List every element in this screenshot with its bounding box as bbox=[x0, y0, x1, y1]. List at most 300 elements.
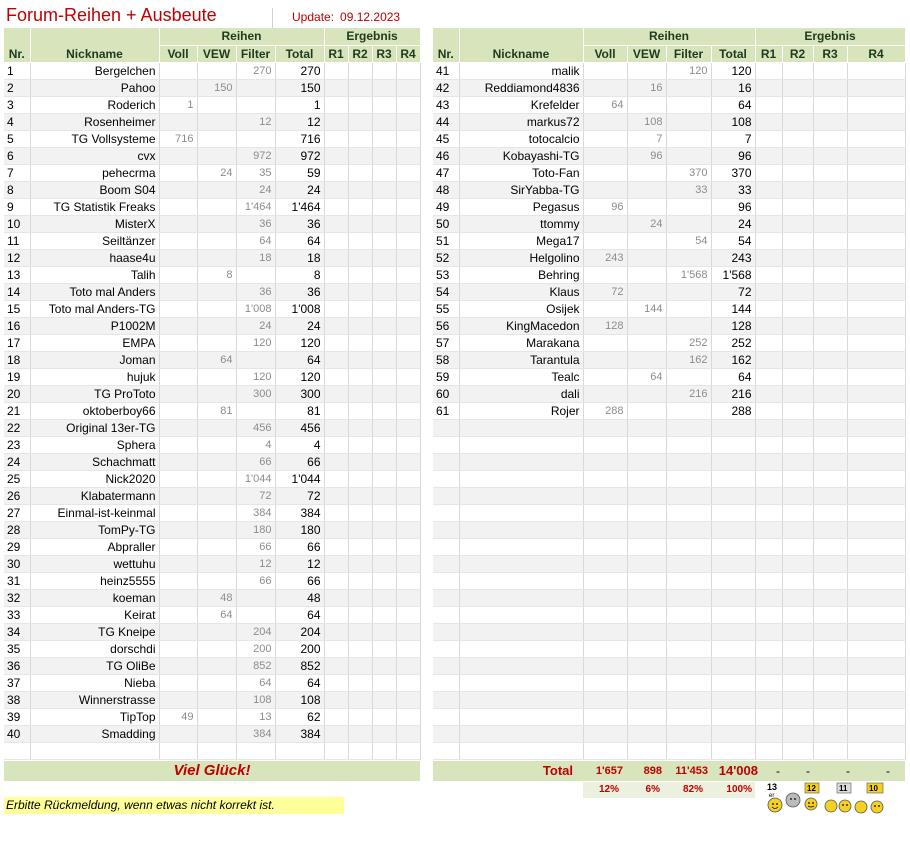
row-r1 bbox=[324, 640, 348, 657]
row-vew bbox=[197, 96, 236, 113]
row-voll bbox=[159, 606, 197, 623]
row-r2 bbox=[782, 181, 813, 198]
row-r1 bbox=[324, 691, 348, 708]
row-voll bbox=[159, 283, 197, 300]
row-filter bbox=[666, 725, 711, 742]
table-row bbox=[4, 470, 420, 487]
row-nickname: TG OliBe bbox=[30, 657, 159, 674]
row-r4 bbox=[396, 504, 420, 521]
row-voll bbox=[159, 742, 197, 759]
row-nr: 53 bbox=[433, 266, 459, 283]
row-vew bbox=[197, 470, 236, 487]
table-row bbox=[4, 249, 420, 266]
row-nr: 60 bbox=[433, 385, 459, 402]
row-r1 bbox=[324, 674, 348, 691]
row-r2 bbox=[348, 385, 372, 402]
row-voll bbox=[159, 657, 197, 674]
row-nr: 45 bbox=[433, 130, 459, 147]
row-r1 bbox=[324, 62, 348, 79]
row-nickname: malik bbox=[459, 62, 583, 79]
row-filter bbox=[666, 674, 711, 691]
row-nr: 7 bbox=[4, 164, 30, 181]
row-r1 bbox=[324, 742, 348, 759]
row-total: 72 bbox=[275, 487, 324, 504]
row-r1 bbox=[755, 283, 782, 300]
row-r3 bbox=[813, 215, 847, 232]
row-total: 1'044 bbox=[275, 470, 324, 487]
row-voll: 64 bbox=[583, 96, 627, 113]
table-row bbox=[433, 538, 905, 555]
row-voll bbox=[159, 572, 197, 589]
table-row bbox=[433, 62, 905, 79]
row-filter: 4 bbox=[236, 436, 275, 453]
row-vew bbox=[197, 317, 236, 334]
row-nickname: Original 13er-TG bbox=[30, 419, 159, 436]
row-filter bbox=[666, 742, 711, 759]
row-r1 bbox=[755, 555, 782, 572]
row-r3 bbox=[813, 725, 847, 742]
row-nickname: Tealc bbox=[459, 368, 583, 385]
table-row bbox=[433, 232, 905, 249]
row-r1 bbox=[755, 113, 782, 130]
row-r1 bbox=[755, 232, 782, 249]
row-nr: 26 bbox=[4, 487, 30, 504]
row-r4 bbox=[847, 674, 905, 691]
update-info bbox=[292, 10, 400, 24]
table-row bbox=[433, 266, 905, 283]
row-nr: 31 bbox=[4, 572, 30, 589]
row-nr: 50 bbox=[433, 215, 459, 232]
table-row bbox=[4, 96, 420, 113]
table-row bbox=[433, 470, 905, 487]
row-voll bbox=[583, 674, 627, 691]
row-r3 bbox=[372, 640, 396, 657]
row-nr bbox=[4, 742, 30, 759]
row-nickname: Kobayashi-TG bbox=[459, 147, 583, 164]
row-total bbox=[711, 742, 755, 759]
row-r2 bbox=[348, 623, 372, 640]
row-r2 bbox=[348, 657, 372, 674]
row-nr bbox=[433, 623, 459, 640]
table-row bbox=[4, 606, 420, 623]
row-r1 bbox=[324, 708, 348, 725]
row-filter: 64 bbox=[236, 232, 275, 249]
row-r1 bbox=[324, 79, 348, 96]
row-vew bbox=[197, 555, 236, 572]
row-filter: 1'568 bbox=[666, 266, 711, 283]
row-nickname: TG ProToto bbox=[30, 385, 159, 402]
row-nickname: Klabatermann bbox=[30, 487, 159, 504]
row-voll bbox=[583, 725, 627, 742]
row-r3 bbox=[813, 351, 847, 368]
row-nickname: hujuk bbox=[30, 368, 159, 385]
row-r2 bbox=[782, 62, 813, 79]
row-total bbox=[711, 504, 755, 521]
row-total: 66 bbox=[275, 572, 324, 589]
row-voll bbox=[583, 470, 627, 487]
row-vew bbox=[627, 623, 666, 640]
row-r1 bbox=[324, 725, 348, 742]
row-r4 bbox=[396, 657, 420, 674]
row-r3 bbox=[813, 317, 847, 334]
row-voll bbox=[159, 300, 197, 317]
row-nickname: heinz5555 bbox=[30, 572, 159, 589]
row-total: 216 bbox=[711, 385, 755, 402]
group-header-ergebnis: Ergebnis bbox=[324, 28, 420, 45]
row-nr: 20 bbox=[4, 385, 30, 402]
row-r4 bbox=[847, 130, 905, 147]
row-r4 bbox=[847, 181, 905, 198]
row-r3 bbox=[372, 623, 396, 640]
row-voll bbox=[583, 623, 627, 640]
row-total: 384 bbox=[275, 504, 324, 521]
row-nickname bbox=[459, 589, 583, 606]
row-voll: 72 bbox=[583, 283, 627, 300]
row-r1 bbox=[324, 351, 348, 368]
row-filter: 384 bbox=[236, 504, 275, 521]
row-vew bbox=[197, 215, 236, 232]
row-voll: 243 bbox=[583, 249, 627, 266]
table-row bbox=[4, 334, 420, 351]
row-nickname: Marakana bbox=[459, 334, 583, 351]
row-r1 bbox=[755, 317, 782, 334]
row-total: 370 bbox=[711, 164, 755, 181]
row-voll bbox=[583, 589, 627, 606]
row-r2 bbox=[782, 504, 813, 521]
row-vew bbox=[627, 62, 666, 79]
table-row bbox=[433, 572, 905, 589]
row-r4 bbox=[396, 691, 420, 708]
row-vew bbox=[627, 317, 666, 334]
row-r1 bbox=[755, 385, 782, 402]
table-row bbox=[4, 215, 420, 232]
row-filter: 54 bbox=[666, 232, 711, 249]
col-header-total: Total bbox=[711, 45, 755, 62]
row-nickname bbox=[459, 572, 583, 589]
row-r2 bbox=[348, 725, 372, 742]
table-row bbox=[433, 589, 905, 606]
row-r4 bbox=[847, 487, 905, 504]
row-nickname: markus72 bbox=[459, 113, 583, 130]
row-nickname bbox=[459, 436, 583, 453]
row-r3 bbox=[813, 657, 847, 674]
row-filter bbox=[666, 317, 711, 334]
row-r2 bbox=[348, 249, 372, 266]
row-nr bbox=[433, 504, 459, 521]
row-r2 bbox=[348, 691, 372, 708]
row-vew bbox=[197, 487, 236, 504]
row-r3 bbox=[372, 232, 396, 249]
table-row bbox=[433, 487, 905, 504]
row-r1 bbox=[324, 623, 348, 640]
row-r1 bbox=[755, 96, 782, 113]
row-nr: 21 bbox=[4, 402, 30, 419]
title-divider bbox=[272, 8, 273, 28]
row-total: 59 bbox=[275, 164, 324, 181]
row-r3 bbox=[372, 164, 396, 181]
row-total: 300 bbox=[275, 385, 324, 402]
col-header-nr: Nr. bbox=[433, 28, 459, 62]
row-voll bbox=[583, 742, 627, 759]
row-r1 bbox=[324, 96, 348, 113]
sum-r2: - bbox=[806, 764, 810, 778]
row-r4 bbox=[847, 521, 905, 538]
row-voll bbox=[583, 79, 627, 96]
row-nickname bbox=[459, 470, 583, 487]
row-r4 bbox=[396, 436, 420, 453]
row-total: 66 bbox=[275, 538, 324, 555]
row-nr bbox=[433, 521, 459, 538]
row-voll bbox=[583, 62, 627, 79]
row-r3 bbox=[813, 300, 847, 317]
row-r2 bbox=[348, 198, 372, 215]
row-r2 bbox=[782, 436, 813, 453]
row-r3 bbox=[813, 113, 847, 130]
row-r4 bbox=[396, 385, 420, 402]
row-r3 bbox=[372, 283, 396, 300]
table-row bbox=[433, 436, 905, 453]
row-total bbox=[711, 674, 755, 691]
table-row bbox=[433, 708, 905, 725]
row-filter bbox=[666, 130, 711, 147]
row-r2 bbox=[348, 368, 372, 385]
col-header-voll: Voll bbox=[583, 45, 627, 62]
row-nickname: totocalcio bbox=[459, 130, 583, 147]
row-nickname: koeman bbox=[30, 589, 159, 606]
row-filter: 72 bbox=[236, 487, 275, 504]
row-total: 64 bbox=[275, 606, 324, 623]
row-nickname: ttommy bbox=[459, 215, 583, 232]
row-nickname: Osijek bbox=[459, 300, 583, 317]
row-vew bbox=[197, 300, 236, 317]
row-filter bbox=[666, 368, 711, 385]
row-filter: 370 bbox=[666, 164, 711, 181]
row-nickname bbox=[30, 742, 159, 759]
row-r2 bbox=[782, 419, 813, 436]
row-r3 bbox=[813, 691, 847, 708]
row-vew: 144 bbox=[627, 300, 666, 317]
row-vew bbox=[627, 96, 666, 113]
table-row bbox=[433, 147, 905, 164]
row-total: 120 bbox=[275, 334, 324, 351]
row-r2 bbox=[348, 79, 372, 96]
row-nickname: Seiltänzer bbox=[30, 232, 159, 249]
row-r3 bbox=[813, 232, 847, 249]
row-r4 bbox=[396, 266, 420, 283]
row-vew bbox=[627, 691, 666, 708]
row-total bbox=[711, 623, 755, 640]
row-total bbox=[711, 555, 755, 572]
row-vew bbox=[197, 691, 236, 708]
row-total: 144 bbox=[711, 300, 755, 317]
page-title: Forum-Reihen + Ausbeute bbox=[6, 5, 217, 25]
row-nickname: pehecrma bbox=[30, 164, 159, 181]
table-row bbox=[4, 147, 420, 164]
row-r4 bbox=[396, 572, 420, 589]
row-r2 bbox=[782, 79, 813, 96]
table-body-right bbox=[433, 62, 905, 759]
row-nr: 18 bbox=[4, 351, 30, 368]
row-total: 54 bbox=[711, 232, 755, 249]
row-vew bbox=[197, 419, 236, 436]
row-nickname: Joman bbox=[30, 351, 159, 368]
row-r3 bbox=[372, 317, 396, 334]
col-header-filter: Filter bbox=[666, 45, 711, 62]
col-header-total: Total bbox=[275, 45, 324, 62]
row-nr: 9 bbox=[4, 198, 30, 215]
row-r1 bbox=[755, 521, 782, 538]
row-r2 bbox=[348, 453, 372, 470]
row-vew bbox=[627, 742, 666, 759]
row-r2 bbox=[348, 470, 372, 487]
table-row bbox=[4, 368, 420, 385]
table-row bbox=[4, 402, 420, 419]
row-vew: 81 bbox=[197, 402, 236, 419]
row-vew: 48 bbox=[197, 589, 236, 606]
row-vew: 7 bbox=[627, 130, 666, 147]
row-total: 66 bbox=[275, 453, 324, 470]
row-nickname bbox=[459, 538, 583, 555]
row-r3 bbox=[372, 742, 396, 759]
row-total bbox=[711, 419, 755, 436]
table-row bbox=[4, 419, 420, 436]
row-filter bbox=[666, 657, 711, 674]
row-r2 bbox=[782, 623, 813, 640]
row-nr bbox=[433, 674, 459, 691]
row-nr: 15 bbox=[4, 300, 30, 317]
row-r1 bbox=[324, 215, 348, 232]
row-voll: 96 bbox=[583, 198, 627, 215]
row-filter bbox=[236, 351, 275, 368]
row-nickname: Winnerstrasse bbox=[30, 691, 159, 708]
row-r4 bbox=[847, 79, 905, 96]
row-filter: 66 bbox=[236, 572, 275, 589]
row-voll bbox=[583, 640, 627, 657]
row-r4 bbox=[847, 555, 905, 572]
row-r1 bbox=[324, 181, 348, 198]
row-r4 bbox=[396, 113, 420, 130]
row-voll bbox=[159, 402, 197, 419]
row-vew bbox=[627, 589, 666, 606]
row-r2 bbox=[348, 113, 372, 130]
row-r3 bbox=[813, 504, 847, 521]
row-total: 62 bbox=[275, 708, 324, 725]
row-voll bbox=[583, 606, 627, 623]
row-r2 bbox=[782, 487, 813, 504]
row-r3 bbox=[372, 504, 396, 521]
row-r1 bbox=[755, 300, 782, 317]
row-vew: 24 bbox=[627, 215, 666, 232]
table-row bbox=[433, 215, 905, 232]
row-r2 bbox=[782, 402, 813, 419]
row-nickname: Reddiamond4836 bbox=[459, 79, 583, 96]
row-filter: 852 bbox=[236, 657, 275, 674]
row-filter bbox=[666, 521, 711, 538]
row-nr: 52 bbox=[433, 249, 459, 266]
row-nr bbox=[433, 589, 459, 606]
row-filter bbox=[666, 402, 711, 419]
row-total bbox=[711, 538, 755, 555]
row-filter bbox=[666, 589, 711, 606]
row-nickname: Toto mal Anders bbox=[30, 283, 159, 300]
row-voll bbox=[583, 130, 627, 147]
row-r2 bbox=[782, 283, 813, 300]
row-r2 bbox=[348, 147, 372, 164]
row-total bbox=[711, 725, 755, 742]
group-header-ergebnis: Ergebnis bbox=[755, 28, 905, 45]
row-total: 972 bbox=[275, 147, 324, 164]
row-voll bbox=[583, 555, 627, 572]
row-filter: 24 bbox=[236, 317, 275, 334]
row-r1 bbox=[324, 249, 348, 266]
row-nickname: Roderich bbox=[30, 96, 159, 113]
table-row bbox=[433, 351, 905, 368]
row-vew bbox=[627, 164, 666, 181]
row-vew bbox=[627, 249, 666, 266]
row-filter: 1'464 bbox=[236, 198, 275, 215]
row-r2 bbox=[348, 351, 372, 368]
row-voll bbox=[159, 691, 197, 708]
row-r1 bbox=[324, 283, 348, 300]
table-row bbox=[433, 198, 905, 215]
row-nickname: TomPy-TG bbox=[30, 521, 159, 538]
row-total: 456 bbox=[275, 419, 324, 436]
row-r3 bbox=[813, 623, 847, 640]
row-voll bbox=[159, 487, 197, 504]
table-row bbox=[433, 606, 905, 623]
row-total: 288 bbox=[711, 402, 755, 419]
row-vew bbox=[197, 181, 236, 198]
row-r4 bbox=[396, 623, 420, 640]
table-row bbox=[4, 62, 420, 79]
row-nr: 55 bbox=[433, 300, 459, 317]
row-filter: 35 bbox=[236, 164, 275, 181]
row-nickname: Rosenheimer bbox=[30, 113, 159, 130]
row-voll bbox=[159, 232, 197, 249]
row-vew bbox=[627, 538, 666, 555]
row-vew: 108 bbox=[627, 113, 666, 130]
table-row bbox=[4, 538, 420, 555]
row-r2 bbox=[782, 572, 813, 589]
row-r4 bbox=[847, 725, 905, 742]
table-row bbox=[4, 742, 420, 759]
table-row bbox=[4, 691, 420, 708]
row-r3 bbox=[372, 181, 396, 198]
row-r4 bbox=[847, 215, 905, 232]
table-row bbox=[433, 249, 905, 266]
row-r2 bbox=[782, 589, 813, 606]
row-r2 bbox=[348, 742, 372, 759]
row-nickname: Helgolino bbox=[459, 249, 583, 266]
table-row bbox=[433, 504, 905, 521]
row-nickname: oktoberboy66 bbox=[30, 402, 159, 419]
row-filter bbox=[666, 538, 711, 555]
row-r2 bbox=[782, 317, 813, 334]
row-r1 bbox=[755, 657, 782, 674]
row-total: 36 bbox=[275, 283, 324, 300]
row-total: 1 bbox=[275, 96, 324, 113]
row-r2 bbox=[348, 572, 372, 589]
row-vew bbox=[197, 725, 236, 742]
row-nr: 42 bbox=[433, 79, 459, 96]
table-row bbox=[433, 419, 905, 436]
row-voll bbox=[583, 436, 627, 453]
row-filter bbox=[666, 79, 711, 96]
row-r3 bbox=[813, 538, 847, 555]
row-r1 bbox=[755, 198, 782, 215]
row-total: 33 bbox=[711, 181, 755, 198]
row-voll bbox=[159, 266, 197, 283]
